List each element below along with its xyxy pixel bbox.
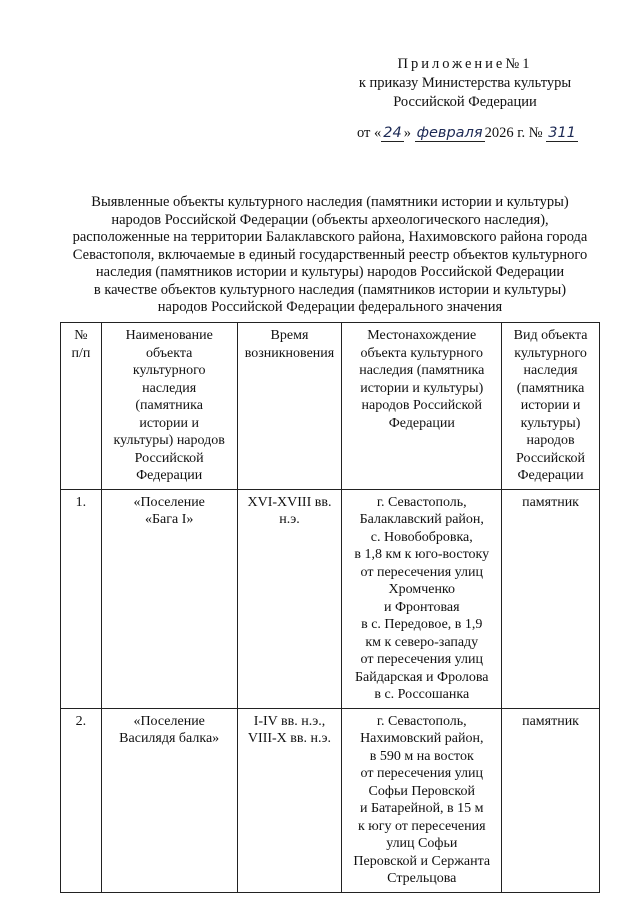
appendix-line-ministry: Российской Федерации [393, 94, 537, 110]
header-number: № п/п [61, 323, 102, 490]
order-number: 311 [548, 125, 576, 141]
cell-number: 2. [61, 708, 102, 892]
order-year: 2026 г. № [484, 125, 543, 141]
title-line: Севастополя, включаемые в единый государственный реестр объектов культурного [72, 246, 588, 263]
header-time: Время возникновения [237, 323, 342, 490]
order-mid: » [403, 125, 411, 141]
header-kind: Вид объекта культурного наследия (памятника истории и культуры) народов Российской Федерации [502, 323, 600, 490]
table-row [61, 708, 600, 892]
cell-location: г. Севастополь, Нахимовский район, в 590 м на восток от пересечения улиц Софьи Перовской и Батарейной, в 15 м к югу от пересечения улиц Софьи Перовской и Сержанта Стрельцова [342, 708, 502, 892]
header-location: Местонахождение объекта культурного наследия (памятника истории и культуры) народов Российской Федерации [342, 323, 502, 490]
header-name: Наименование объекта культурного наследия (памятника истории и культуры) народов Российской Федерации [101, 323, 237, 490]
title-line: народов Российской Федерации федерального значения [157, 299, 503, 315]
heritage-table [60, 322, 600, 893]
title-line: народов Российской Федерации (объекты археологического наследия), [111, 211, 549, 228]
cell-name: «Поселение Василядя балка» [101, 708, 237, 892]
cell-name: «Поселение «Бага I» [101, 489, 237, 708]
document-title [60, 194, 600, 317]
appendix-line-order: к приказу Министерства культуры [358, 75, 572, 91]
appendix-label: Приложение№1 [397, 56, 533, 72]
order-prefix: от « [357, 125, 382, 141]
cell-time: XVI-XVIII вв. н.э. [237, 489, 342, 708]
title-line: в качестве объектов культурного наследия (памятников истории и культуры) [93, 281, 567, 298]
table-row [61, 489, 600, 708]
order-month: февраля [416, 125, 483, 141]
order-day: 24 [383, 125, 402, 141]
cell-number: 1. [61, 489, 102, 708]
cell-kind: памятник [502, 489, 600, 708]
appendix-header [330, 55, 600, 112]
cell-time: I-IV вв. н.э., VIII-X вв. н.э. [237, 708, 342, 892]
cell-kind: памятник [502, 708, 600, 892]
order-date-line [357, 125, 578, 142]
title-line: наследия (памятников истории и культуры) народов Российской Федерации [95, 264, 565, 280]
title-line: расположенные на территории Балаклавского района, Нахимовского района города [72, 229, 588, 245]
cell-location: г. Севастополь, Балаклавский район, с. Новобобровка, в 1,8 км к юго-востоку от пересечения улиц Хромченко и Фронтовая в с. Передовое, в 1,9 км к северо-западу от пересечения улиц Байдарская и Фролова в с. Россошанка [342, 489, 502, 708]
table-header-row [61, 323, 600, 490]
title-line: Выявленные объекты культурного наследия (памятники истории и культуры) [91, 194, 569, 210]
